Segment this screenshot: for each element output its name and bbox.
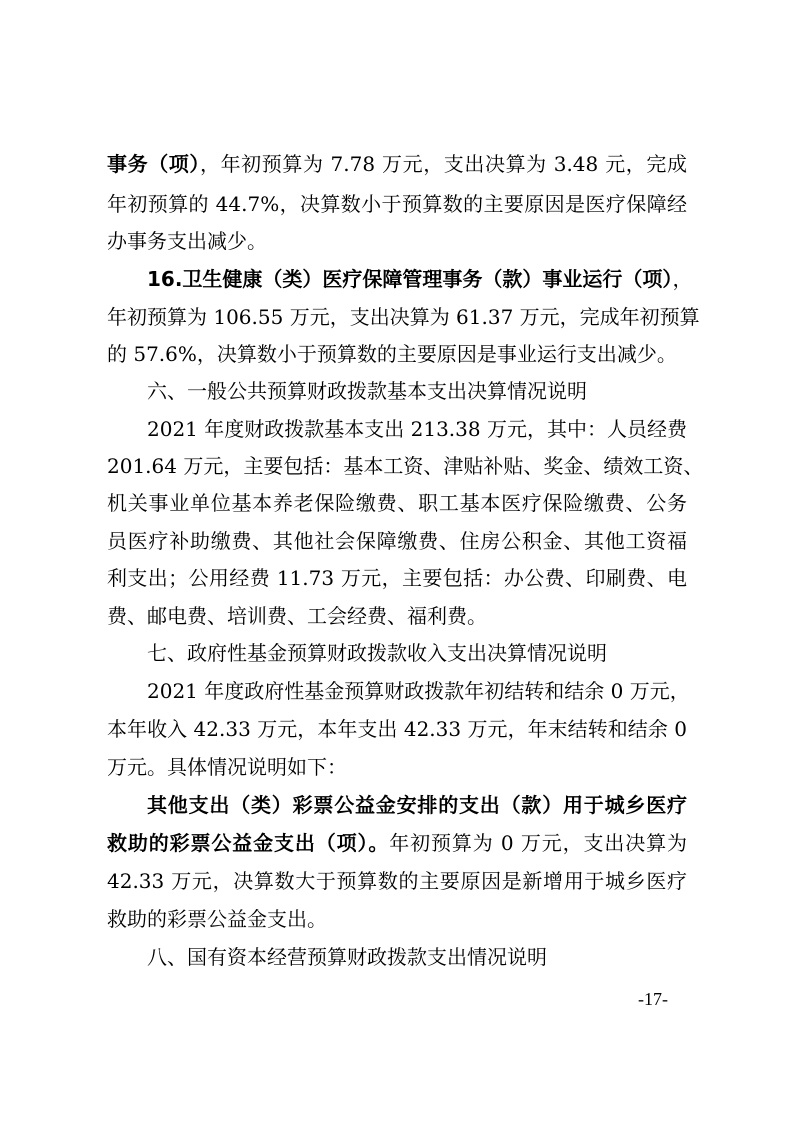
text-line: 2021 年度政府性基金预算财政拨款年初结转和结余 0 万元，: [147, 679, 690, 703]
bold-phrase: 救助的彩票公益金支出（项）。: [107, 831, 390, 855]
text-line: 2021 年度财政拨款基本支出 213.38 万元，其中：人员经费: [147, 417, 687, 441]
page-number: -17-: [638, 989, 668, 1009]
text-line: 救助的彩票公益金支出。: [107, 907, 327, 931]
section-heading: 七、政府性基金预算财政拨款收入支出决算情况说明: [147, 641, 607, 665]
text-line: [107, 830, 687, 856]
text-line: 机关事业单位基本养老保险缴费、职工基本医疗保险缴费、公务: [107, 491, 687, 515]
text-line: 本年收入 42.33 万元，本年支出 42.33 万元，年末结转和结余 0: [107, 717, 687, 741]
bold-line: 其他支出（类）彩票公益金安排的支出（款）用于城乡医疗: [147, 793, 687, 817]
text-line: 42.33 万元，决算数大于预算数的主要原因是新增用于城乡医疗: [107, 869, 687, 893]
bold-phrase: 16.卫生健康（类）医疗保障管理事务（款）事业运行（项）: [147, 267, 673, 291]
text-line: 年初预算为 106.55 万元，支出决算为 61.37 万元，完成年初预算: [107, 305, 700, 329]
text-line: 的 57.6%，决算数小于预算数的主要原因是事业运行支出减少。: [107, 342, 677, 366]
bold-phrase: 事务（项）: [107, 152, 200, 176]
text-line: 利支出；公用经费 11.73 万元，主要包括：办公费、印刷费、电: [107, 566, 687, 590]
text-span: 年初预算为 0 万元，支出决算为: [389, 831, 687, 855]
text-line: 员医疗补助缴费、其他社会保障缴费、住房公积金、其他工资福: [107, 529, 687, 553]
text-line: 年初预算的 44.7%，决算数小于预算数的主要原因是医疗保障经: [107, 192, 687, 216]
text-line: 201.64 万元，主要包括：基本工资、津贴补贴、奖金、绩效工资、: [107, 454, 704, 478]
text-line: 办事务支出减少。: [107, 229, 267, 253]
text-line: [107, 151, 687, 177]
section-heading: 八、国有资本经营预算财政拨款支出情况说明: [147, 945, 547, 969]
text-span: ，: [672, 267, 693, 291]
section-heading: 六、一般公共预算财政拨款基本支出决算情况说明: [147, 379, 587, 403]
text-line: 费、邮电费、培训费、工会经费、福利费。: [107, 604, 487, 628]
text-line: [147, 266, 693, 292]
text-line: 万元。具体情况说明如下：: [107, 755, 347, 779]
text-span: ，年初预算为 7.78 万元，支出决算为 3.48 元，完成: [199, 152, 687, 176]
